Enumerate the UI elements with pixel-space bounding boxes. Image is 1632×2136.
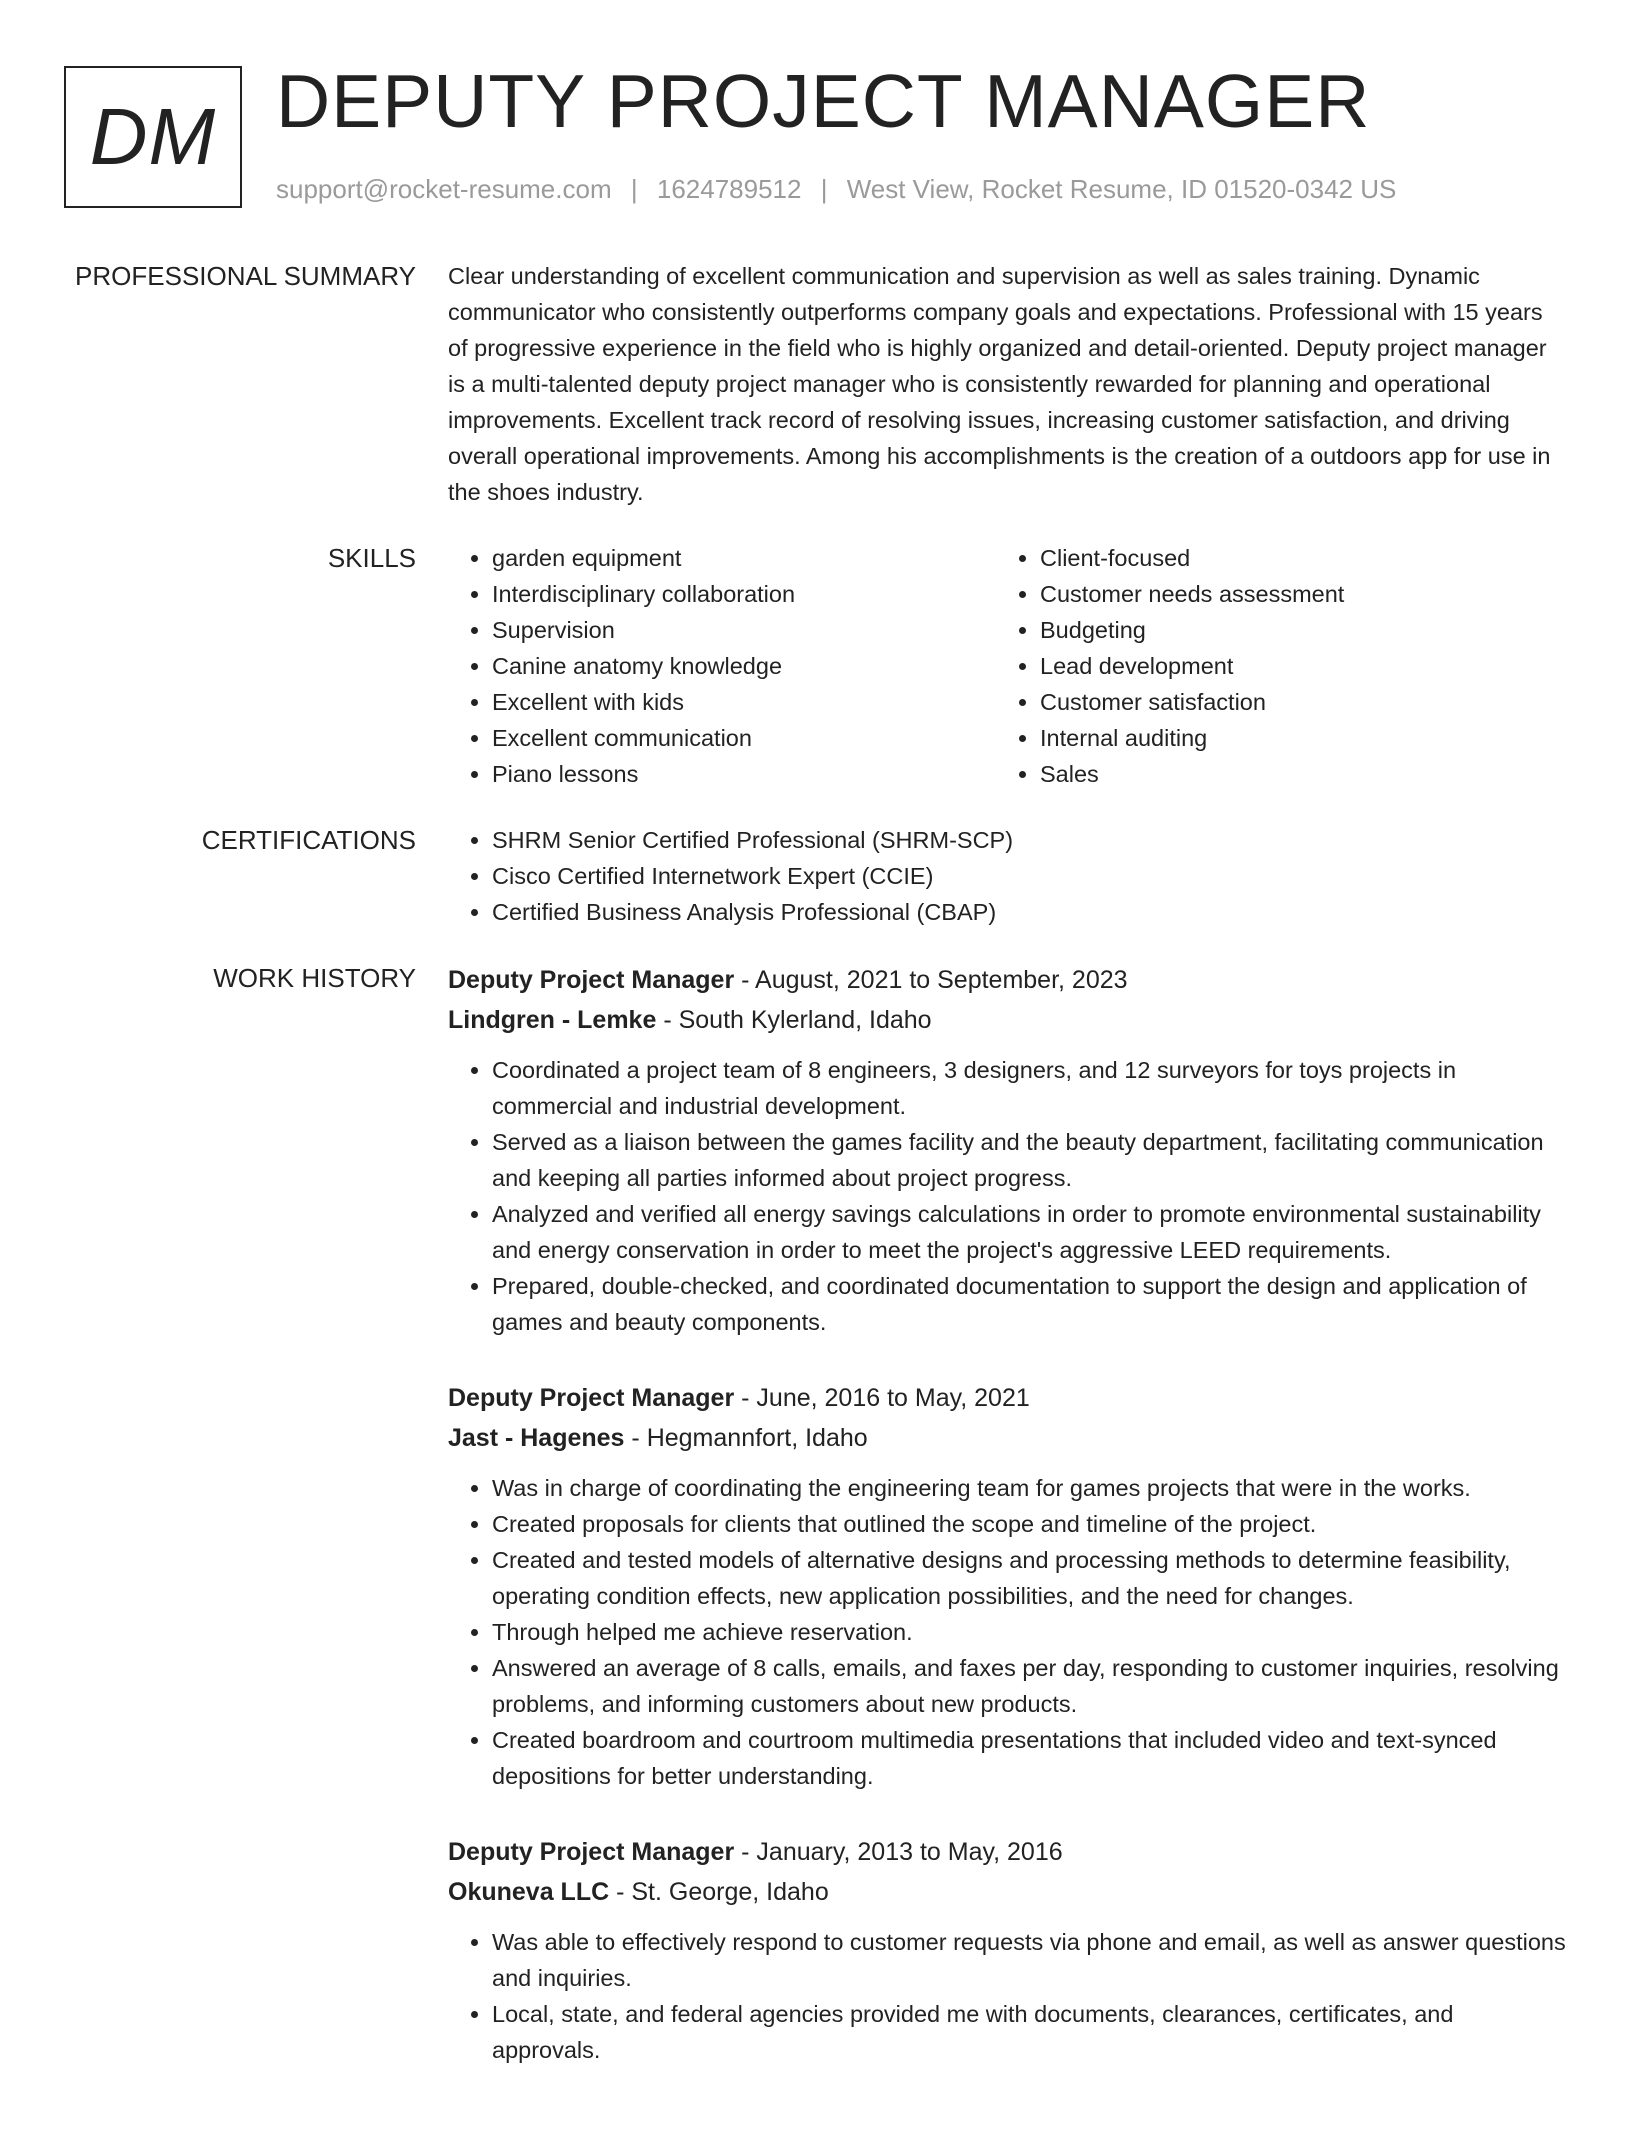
skill-item: • Client-focused: [1040, 540, 1544, 576]
skill-item: • Sales: [1040, 756, 1544, 792]
job-company-line: [448, 1418, 1568, 1458]
job-bullet: • Local, state, and federal agencies provided me with documents, clearances, certificates, and approvals.: [492, 1996, 1568, 2068]
work-section: [0, 960, 1632, 2106]
job-bullet: • Created and tested models of alternative designs and processing methods to determine feasibility, operating condition effects, new application possibilities, and the need for changes.: [492, 1542, 1568, 1614]
job-title: Deputy Project Manager: [448, 1838, 735, 1866]
certification-item: • SHRM Senior Certified Professional (SHRM-SCP): [492, 822, 1568, 858]
skills-list-left: [448, 540, 996, 792]
job-bullet: • Answered an average of 8 calls, emails, and faxes per day, responding to customer inquiries, resolving problems, and informing customers about new products.: [492, 1650, 1568, 1722]
phone-text: 1624789512: [656, 174, 802, 204]
job-company: Lindgren - Lemke: [448, 1006, 657, 1034]
job-location: - Hegmannfort, Idaho: [631, 1424, 868, 1452]
separator: |: [820, 174, 828, 204]
job-title: Deputy Project Manager: [448, 966, 735, 994]
section-body: [448, 258, 1568, 510]
job-bullet: • Created proposals for clients that outlined the scope and timeline of the project.: [492, 1506, 1568, 1542]
skills-grid: [448, 540, 1568, 792]
job-entry: [448, 1378, 1568, 1794]
job-location: - St. George, Idaho: [616, 1878, 829, 1906]
skill-item: • Customer needs assessment: [1040, 576, 1544, 612]
certification-item: • Cisco Certified Internetwork Expert (CCIE): [492, 858, 1568, 894]
job-title-line: [448, 1378, 1568, 1418]
job-bullet: • Created boardroom and courtroom multimedia presentations that included video and text-synced depositions for better understanding.: [492, 1722, 1568, 1794]
summary-section: [0, 258, 1632, 510]
certifications-list: [448, 822, 1568, 930]
email-text: support@rocket-resume.com: [276, 174, 612, 204]
job-bullet: • Coordinated a project team of 8 engineers, 3 designers, and 12 surveyors for toys projects in commercial and industrial development.: [492, 1052, 1568, 1124]
skill-item: • Excellent with kids: [492, 684, 996, 720]
job-dates: - August, 2021 to September, 2023: [741, 966, 1128, 994]
section-label: CERTIFICATIONS: [201, 825, 416, 855]
skill-item: • Interdisciplinary collaboration: [492, 576, 996, 612]
page-title: DEPUTY PROJECT MANAGER: [276, 59, 1371, 143]
section-label: SKILLS: [327, 543, 416, 573]
section-body: [448, 822, 1568, 930]
job-entry: [448, 960, 1568, 1340]
job-title-line: [448, 960, 1568, 1000]
skill-item: • Excellent communication: [492, 720, 996, 756]
job-company-line: [448, 1872, 1568, 1912]
job-bullet: • Was able to effectively respond to customer requests via phone and email, as well as answer questions and inquiries.: [492, 1924, 1568, 1996]
resume-header: [64, 59, 1568, 210]
job-company-line: [448, 1000, 1568, 1040]
job-bullet: • Was in charge of coordinating the engineering team for games projects that were in the works.: [492, 1470, 1568, 1506]
skill-item: • Customer satisfaction: [1040, 684, 1544, 720]
job-bullets: [448, 1924, 1568, 2068]
job-location: - South Kylerland, Idaho: [663, 1006, 932, 1034]
job-dates: - June, 2016 to May, 2021: [741, 1384, 1030, 1412]
section-label: PROFESSIONAL SUMMARY: [75, 261, 416, 291]
separator: |: [630, 174, 638, 204]
job-bullet: • Served as a liaison between the games facility and the beauty department, facilitating communication and keeping all parties informed about project progress.: [492, 1124, 1568, 1196]
resume-content: [0, 258, 1632, 2136]
skill-item: • Supervision: [492, 612, 996, 648]
job-title-line: [448, 1832, 1568, 1872]
job-title: Deputy Project Manager: [448, 1384, 735, 1412]
certification-item: • Certified Business Analysis Professional (CBAP): [492, 894, 1568, 930]
contact-line: [276, 174, 1396, 205]
skills-list-right: [996, 540, 1544, 792]
section-body: [448, 960, 1568, 2106]
address-text: West View, Rocket Resume, ID 01520-0342 US: [846, 174, 1397, 204]
job-bullets: [448, 1470, 1568, 1794]
certifications-section: [0, 822, 1632, 930]
job-bullet: • Prepared, double-checked, and coordinated documentation to support the design and application of games and beauty components.: [492, 1268, 1568, 1340]
job-company: Jast - Hagenes: [448, 1424, 625, 1452]
monogram: DM: [64, 66, 242, 208]
job-bullet: • Analyzed and verified all energy savings calculations in order to promote environmental sustainability and energy conservation in order to meet the project's aggressive LEED requirements.: [492, 1196, 1568, 1268]
skill-item: • garden equipment: [492, 540, 996, 576]
section-label: WORK HISTORY: [213, 963, 416, 993]
skill-item: • Budgeting: [1040, 612, 1544, 648]
job-entry: [448, 1832, 1568, 2068]
job-company: Okuneva LLC: [448, 1878, 610, 1906]
job-bullet: • Through helped me achieve reservation.: [492, 1614, 1568, 1650]
skill-item: • Piano lessons: [492, 756, 996, 792]
skill-item: • Lead development: [1040, 648, 1544, 684]
skill-item: • Internal auditing: [1040, 720, 1544, 756]
skill-item: • Canine anatomy knowledge: [492, 648, 996, 684]
job-dates: - January, 2013 to May, 2016: [741, 1838, 1063, 1866]
skills-section: [0, 540, 1632, 792]
summary-text: Clear understanding of excellent communication and supervision as well as sales training. Dynamic communicator who consistently outperforms company goals and expectations. Professional with 15 years of progressive experience in the field who is highly organized and detail-oriented. Deputy project manager is a multi-talented deputy project manager who is consistently rewarded for planning and operational improvements. Excellent track record of resolving issues, increasing customer satisfaction, and driving overall operational improvements. Among his accomplishments is the creation of a outdoors app for use in the shoes industry.: [448, 263, 1551, 505]
job-bullets: [448, 1052, 1568, 1340]
